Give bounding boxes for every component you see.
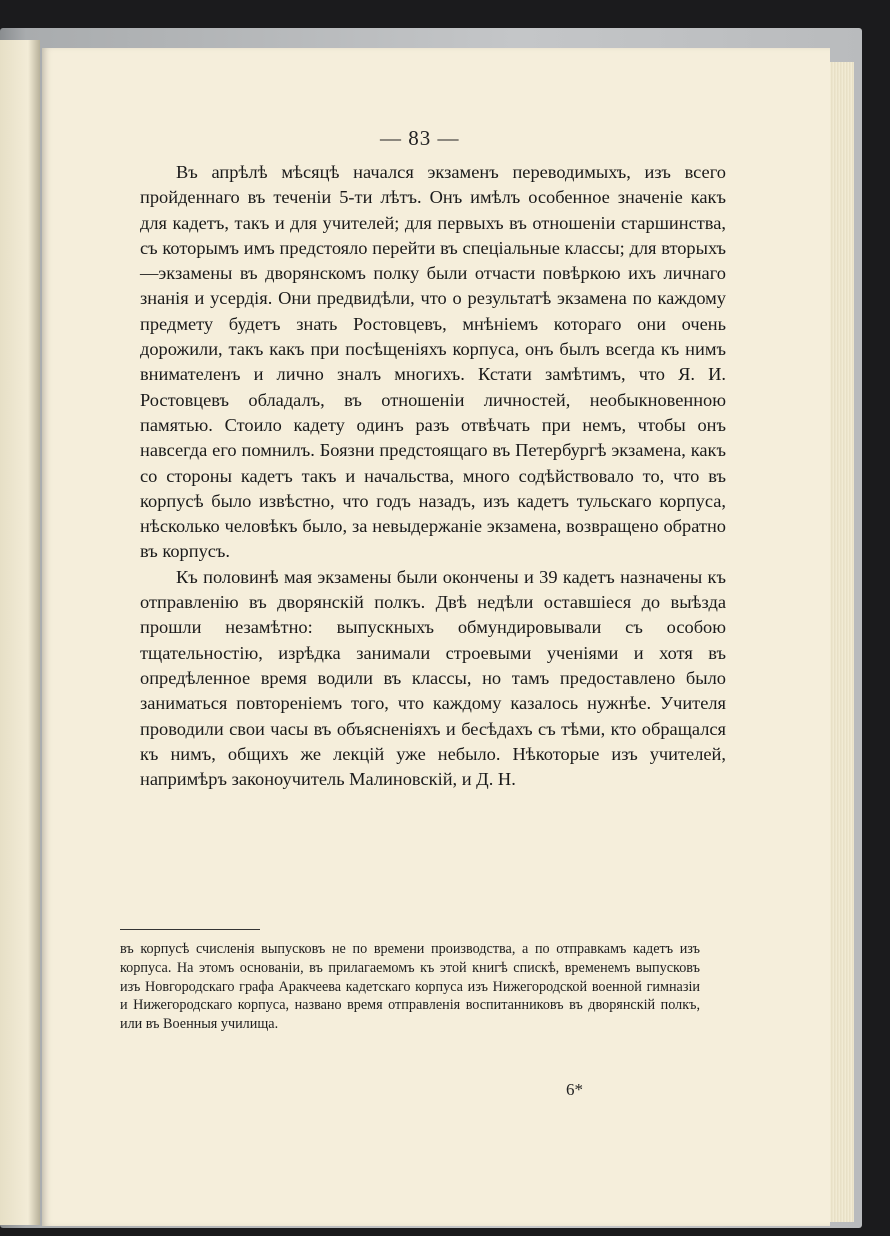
footnote-rule xyxy=(120,929,260,930)
paragraph-1: Въ апрѣлѣ мѣсяцѣ начался экзаменъ переводимыхъ, изъ всего пройденнаго въ теченіи 5-ти лѣтъ. Онъ имѣлъ особенное значеніе какъ для кадетъ, такъ и для учителей; для первыхъ въ отношеніи старшинства, съ которымъ имъ предстояло перейти въ спеціальные классы; для вторыхъ—экзамены въ дворянскомъ полку были отчасти повѣркою ихъ личнаго знанія и усердія. Они предвидѣли, что о результатѣ экзамена по каждому предмету будетъ знать Ростовцевъ, мнѣніемъ котораго они очень дорожили, такъ какъ при посѣщеніяхъ корпуса, онъ былъ всегда къ нимъ внимателенъ и лично зналъ многихъ. Кстати замѣтимъ, что Я. И. Ростовцевъ обладалъ, въ отношеніи личностей, необыкновенною памятью. Стоило кадету одинъ разъ отвѣчать при немъ, чтобы онъ навсегда его помнилъ. Боязни предстоящаго въ Петербургѣ экзамена, какъ со стороны кадетъ такъ и начальства, много содѣйствовало то, что въ корпусѣ было извѣстно, что годъ назадъ, изъ кадетъ тульскаго корпуса, нѣсколько человѣкъ было, за невыдержаніе экзамена, возвращено обратно въ корпусъ. xyxy=(140,162,726,562)
footnote-text: въ корпусѣ счисленія выпусковъ не по времени производства, а по отправкамъ кадетъ изъ корпуса. На этомъ основаніи, въ прилагаемомъ къ этой книгѣ спискѣ, временемъ выпусковъ изъ Новгородскаго графа Аракчеева кадетскаго корпуса изъ Нижегородской военной гимназіи и Нижегородскаго корпуса, названо время отправленія воспитанниковъ въ дворянскій полкъ, или въ Военныя училища. xyxy=(120,941,700,1033)
paragraph-2: Къ половинѣ мая экзамены были окончены и 39 кадетъ назначены къ отправленію въ дворянскій полкъ. Двѣ недѣли оставшіеся до выѣзда прошли незамѣтно: выпускныхъ обмундировывали съ особою тщательностію, изрѣдка занимали строевыми ученіями и хотя въ опредѣленное время водили въ классы, но тамъ предоставлено было заниматься повтореніемъ того, что каждому казалось нужнѣе. Учителя проводили свои часы въ объясненіяхъ и бесѣдахъ съ тѣми, кто обращался къ нимъ, общихъ же лекцій уже небыло. Нѣкоторые изъ учителей, напримѣръ законоучитель Малиновскій, и Д. Н. xyxy=(140,566,726,790)
signature-mark: 6* xyxy=(566,1080,583,1099)
footnote xyxy=(120,940,700,1034)
page-stack-edge xyxy=(826,62,854,1222)
left-page-edge xyxy=(0,40,40,1225)
page-header: — 83 — xyxy=(380,126,460,150)
main-text xyxy=(140,160,726,792)
